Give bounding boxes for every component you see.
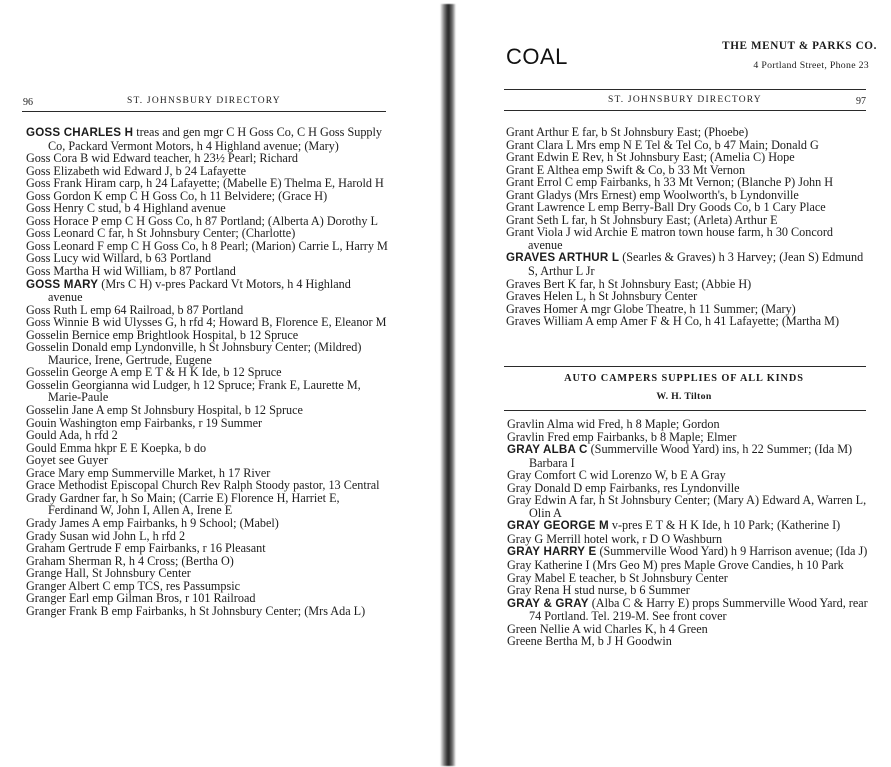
left-page — [0, 0, 420, 767]
ad-product: COAL — [506, 44, 568, 69]
entry-text: Gould Emma hkpr E E Koepka, b do — [26, 440, 207, 455]
directory-entry — [507, 519, 871, 533]
entry-text: Graves Homer A mgr Globe Theatre, h 11 Summer; (Mary) — [506, 301, 796, 316]
directory-entry — [506, 251, 870, 277]
directory-entry — [26, 126, 388, 152]
entry-text: Gosselin Donald emp Lyndonville, h St Johnsbury Center; (Mildred) Maurice, Irene, Gertrude, Eugene — [26, 340, 362, 367]
ad-subtitle: W. H. Tilton — [656, 391, 712, 402]
entry-text: v-pres E T & H K Ide, h 10 Park; (Katherine I) — [608, 518, 841, 533]
entry-text: Graves William A emp Amer F & H Co, h 41 Lafayette; (Martha M) — [506, 314, 840, 329]
entry-text: Grant Viola J wid Archie E matron town house farm, h 30 Concord avenue — [506, 225, 834, 252]
directory-entry — [26, 492, 388, 517]
entry-text: treas and gen mgr C H Goss Co, C H Goss Supply Co, Packard Vermont Motors, h 4 Highland avenue; (Mary) — [48, 125, 382, 153]
page-number: 97 — [856, 96, 866, 107]
entry-text: Grace Methodist Episcopal Church Rev Ralph Stoody pastor, 13 Central — [26, 478, 380, 493]
entry-text: Granger Frank B emp Fairbanks, h St Johnsbury Center; (Mrs Ada L) — [26, 603, 366, 618]
entry-text: Grant Arthur E far, b St Johnsbury East; (Phoebe) — [506, 125, 749, 139]
entry-text: Goss Lucy wid Willard, b 63 Portland — [26, 251, 212, 266]
header-rule-bottom — [504, 110, 866, 111]
entry-text: Gray G Merrill hotel work, r D O Washburn — [507, 531, 723, 546]
entry-text: Goss Gordon K emp C H Goss Co, h 11 Belvidere; (Grace H) — [26, 188, 328, 203]
ad-rule-top — [504, 366, 866, 367]
entry-text: Grant Lawrence L emp Berry-Ball Dry Goods Co, b 1 Cary Place — [506, 200, 826, 215]
directory-entry — [506, 226, 870, 251]
entry-text: Goss Winnie B wid Ulysses G, h rfd 4; Howard B, Florence E, Eleanor M — [26, 315, 387, 330]
directory-entry — [506, 315, 870, 328]
entry-text: Goss Henry C stud, b 4 Highland avenue — [26, 201, 226, 216]
directory-entry — [507, 545, 871, 559]
entry-text: Gould Ada, h rfd 2 — [26, 428, 118, 443]
directory-entry — [26, 605, 388, 618]
ad-rule-bottom — [504, 410, 866, 411]
directory-entry — [26, 379, 388, 404]
directory-entry — [26, 278, 388, 304]
directory-entries — [26, 126, 388, 617]
entry-name: GRAVES ARTHUR L — [506, 251, 620, 265]
entry-text: Goss Leonard C far, h St Johnsbury Center; (Charlotte) — [26, 226, 296, 241]
entry-text: Grant E Althea emp Swift & Co, b 33 Mt Vernon — [506, 162, 746, 177]
entry-text: Granger Albert C emp TCS, res Passumpsic — [26, 578, 241, 593]
entry-text: Gosselin George A emp E T & H K Ide, b 12 Spruce — [26, 365, 282, 380]
entry-text: (Summerville Wood Yard) h 9 Harrison avenue; (Ida J) — [596, 544, 868, 559]
entry-text: Gray Edwin A far, h St Johnsbury Center; (Mary A) Edward A, Warren L, Olin A — [507, 493, 867, 520]
ad-title: AUTO CAMPERS SUPPLIES OF ALL KINDS — [564, 373, 804, 384]
ad-company: THE MENUT & PARKS CO. — [722, 40, 877, 52]
entry-text: Grange Hall, St Johnsbury Center — [26, 566, 191, 581]
entry-text: Grant Clara L Mrs emp N E Tel & Tel Co, b 47 Main; Donald G — [506, 137, 819, 152]
entry-text: Gray Katherine I (Mrs Geo M) pres Maple Grove Candies, h 10 Park — [507, 558, 844, 573]
header-rule — [22, 111, 386, 112]
entry-text: Gravlin Fred emp Fairbanks, b 8 Maple; Elmer — [507, 429, 737, 444]
entry-text: Grady Gardner far, h So Main; (Carrie E) Florence H, Harriet E, Ferdinand W, John I, Allen A, Irene E — [26, 490, 340, 518]
entry-text: Gravlin Alma wid Fred, h 8 Maple; Gordon — [507, 417, 720, 431]
entry-text: Graves Helen L, h St Johnsbury Center — [506, 289, 698, 304]
entry-text: Gray Comfort C wid Lorenzo W, b E A Gray — [507, 468, 726, 483]
entry-text: Grant Gladys (Mrs Ernest) emp Woolworth's, b Lyndonville — [506, 187, 799, 202]
entry-text: Gosselin Bernice emp Brightlook Hospital, b 12 Spruce — [26, 327, 299, 342]
entry-text: Grant Errol C emp Fairbanks, h 33 Mt Vernon; (Blanche P) John H — [506, 175, 834, 190]
entry-text: Graves Bert K far, h St Johnsbury East; (Abbie H) — [506, 276, 752, 291]
book-gutter — [440, 4, 456, 766]
entry-text: Graham Sherman R, h 4 Cross; (Bertha O) — [26, 553, 234, 568]
directory-entry — [507, 635, 871, 648]
entry-text: Goss Horace P emp C H Goss Co, h 87 Portland; (Alberta A) Dorothy L — [26, 213, 378, 228]
entry-text: (Summerville Wood Yard) ins, h 22 Summer; (Ida M) Barbara I — [529, 442, 853, 470]
entry-name: GOSS MARY — [26, 277, 99, 291]
page-number: 96 — [23, 97, 33, 108]
entry-text: (Mrs C H) v-pres Packard Vt Motors, h 4 Highland avenue — [48, 276, 351, 305]
entry-text: Greene Bertha M, b J H Goodwin — [507, 634, 672, 649]
entry-name: GRAY ALBA C — [507, 443, 588, 457]
entry-text: Gray Rena H stud nurse, b 6 Summer — [507, 583, 690, 598]
directory-entry — [26, 341, 388, 366]
entry-text: Goyet see Guyer — [26, 453, 108, 468]
entry-text: (Alba C & Harry E) props Summerville Wood Yard, rear 74 Portland. Tel. 219-M. See front cover — [529, 595, 868, 624]
right-page — [490, 0, 891, 767]
entry-text: Gray Mabel E teacher, b St Johnsbury Center — [507, 570, 728, 585]
directory-entry — [507, 443, 871, 469]
entry-text: Goss Frank Hiram carp, h 24 Lafayette; (Mabelle E) Thelma E, Harold H — [26, 176, 384, 191]
running-head: ST. JOHNSBURY DIRECTORY — [127, 96, 281, 106]
ad-address: 4 Portland Street, Phone 23 — [753, 60, 869, 71]
entry-text: Grace Mary emp Summerville Market, h 17 River — [26, 465, 271, 480]
entry-text: Goss Ruth L emp 64 Railroad, b 87 Portland — [26, 302, 244, 317]
directory-entries-top — [506, 126, 870, 328]
entry-name: GOSS CHARLES H — [26, 126, 134, 139]
entry-name: GRAY HARRY E — [507, 545, 597, 559]
entry-text: Goss Martha H wid William, b 87 Portland — [26, 264, 236, 279]
directory-entry — [507, 494, 871, 519]
entry-text: Green Nellie A wid Charles K, h 4 Green — [507, 621, 708, 636]
entry-text: Gosselin Jane A emp St Johnsbury Hospital, b 12 Spruce — [26, 403, 303, 418]
entry-text: (Searles & Graves) h 3 Harvey; (Jean S) Edmund S, Arthur L Jr — [528, 250, 864, 279]
entry-text: Gouin Washington emp Fairbanks, r 19 Summer — [26, 415, 263, 430]
entry-text: Graham Gertrude F emp Fairbanks, r 16 Pleasant — [26, 541, 266, 556]
entry-name: GRAY GEORGE M — [507, 519, 609, 533]
entry-text: Goss Cora B wid Edward teacher, h 23½ Pearl; Richard — [26, 151, 298, 166]
entry-name: GRAY & GRAY — [507, 596, 589, 610]
entry-text: Goss Elizabeth wid Edward J, b 24 Lafayette — [26, 163, 246, 178]
running-head: ST. JOHNSBURY DIRECTORY — [608, 95, 762, 105]
entry-text: Grady Susan wid John L, h rfd 2 — [26, 528, 186, 543]
directory-entry — [507, 597, 871, 623]
entry-text: Gray Donald D emp Fairbanks, res Lyndonville — [507, 480, 740, 495]
directory-entries-bottom — [507, 418, 871, 648]
entry-text: Gosselin Georgianna wid Ludger, h 12 Spruce; Frank E, Laurette M, Marie-Paule — [26, 377, 361, 405]
entry-text: Granger Earl emp Gilman Bros, r 101 Railroad — [26, 591, 256, 606]
entry-text: Grant Edwin E Rev, h St Johnsbury East; (Amelia C) Hope — [506, 150, 795, 165]
entry-text: Grant Seth L far, h St Johnsbury East; (Arleta) Arthur E — [506, 212, 778, 227]
entry-text: Grady James A emp Fairbanks, h 9 School; (Mabel) — [26, 515, 279, 530]
header-rule-top — [504, 89, 866, 90]
entry-text: Goss Leonard F emp C H Goss Co, h 8 Pearl; (Marion) Carrie L, Harry M — [26, 238, 388, 253]
